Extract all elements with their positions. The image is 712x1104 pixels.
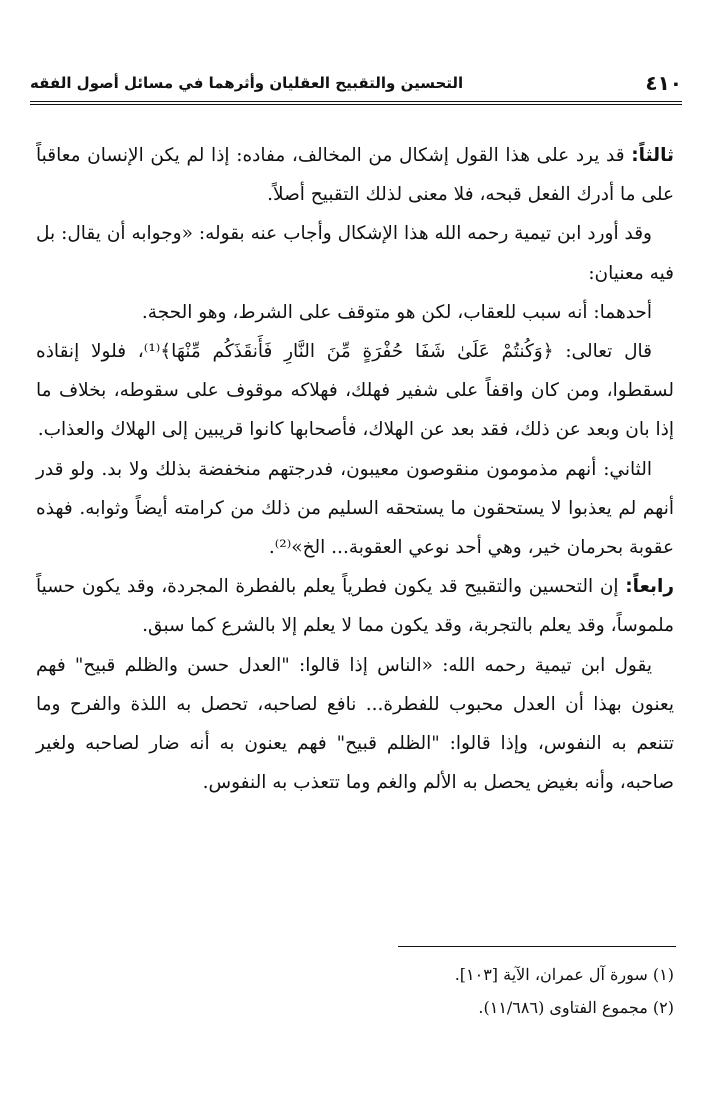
third-point-text: قد يرد على هذا القول إشكال من المخالف، مفاده: إذا لم يكن الإنسان معاقباً على ما أدرك الفعل قبحه، فلا معنى لذلك التقبيح أصلاً.: [36, 145, 674, 206]
main-text: [36, 136, 674, 802]
footnote-2: (٢) مجموع الفتاوى (١١/٦٨٦).: [478, 998, 674, 1017]
fourth-point-text: إن التحسين والتقبيح قد يكون فطرياً يعلم بالفطرة المجردة، وقد يكون حسياً ملموساً، وقد يعلم بالتجربة، وقد يكون مما لا يعلم إلا بالشرع كما سبق.: [36, 576, 674, 637]
paragraph-justice-quote: يقول ابن تيمية رحمه الله: «الناس إذا قالوا: "العدل حسن والظلم قبيح" فهم يعنون بهذا أن العدل محبوب للفطرة... نافع لصاحبه، تحصل به اللذة والفرح وما تتنعم به النفوس، وإذا قالوا: "الظلم قبيح" فهم يعنون به أنه ضار لصاحبه ولغير صاحبه، وأنه بغيض يحصل به الألم والغم وما تتعذب به النفوس.: [36, 654, 674, 794]
paragraph-third-point: [36, 136, 674, 214]
paragraph-quran-verse: قال تعالى: ﴿وَكُنتُمْ عَلَىٰ شَفَا حُفْرَةٍ مِّنَ النَّارِ فَأَنقَذَكُم مِّنْهَا﴾⁽¹⁾، فلولا إنقاذه لسقطوا، ومن كان واقفاً على شفير فهلك، فهلاكه موقوف على سقوطه، بخلاف ما إذا بان وبعد عن ذلك، فقد بعد عن الهلاك، فأصحابها كانوا قريبين إلى الهلاك والعذاب.: [36, 341, 674, 441]
running-title: التحسين والتقبيح العقليان وأثرهما في مسائل أصول الفقه: [30, 74, 464, 92]
page-number: ٤١٠: [645, 71, 682, 95]
footnotes: [36, 958, 674, 1024]
footnote-separator: [398, 946, 676, 947]
paragraph-fourth-point: [36, 567, 674, 645]
fourth-point-label: رابعاً:: [625, 576, 674, 598]
paragraph-first-meaning: أحدهما: أنه سبب للعقاب، لكن هو متوقف على الشرط، وهو الحجة.: [141, 301, 652, 323]
paragraph-second-meaning: الثاني: أنهم مذمومون منقوصون معيبون، فدرجتهم منخفضة بذلك ولا بد. ولو قدر أنهم لم يعذبوا لا يستحقون ما يستحقه السليم من ذلك من كرامته أيضاً وثوابه. فهذه عقوبة بحرمان خير، وهي أحد نوعي العقوبة... الخ»⁽²⁾.: [36, 458, 674, 559]
third-point-label: ثالثاً:: [631, 145, 674, 166]
footnote-1: (١) سورة آل عمران، الآية [١٠٣].: [454, 965, 674, 984]
header-rule: [30, 101, 682, 105]
page-header: [30, 68, 682, 98]
paragraph-ibn-taymiyya-intro: وقد أورد ابن تيمية رحمه الله هذا الإشكال وأجاب عنه بقوله: «وجوابه أن يقال: بل فيه معنيان:: [36, 223, 674, 284]
